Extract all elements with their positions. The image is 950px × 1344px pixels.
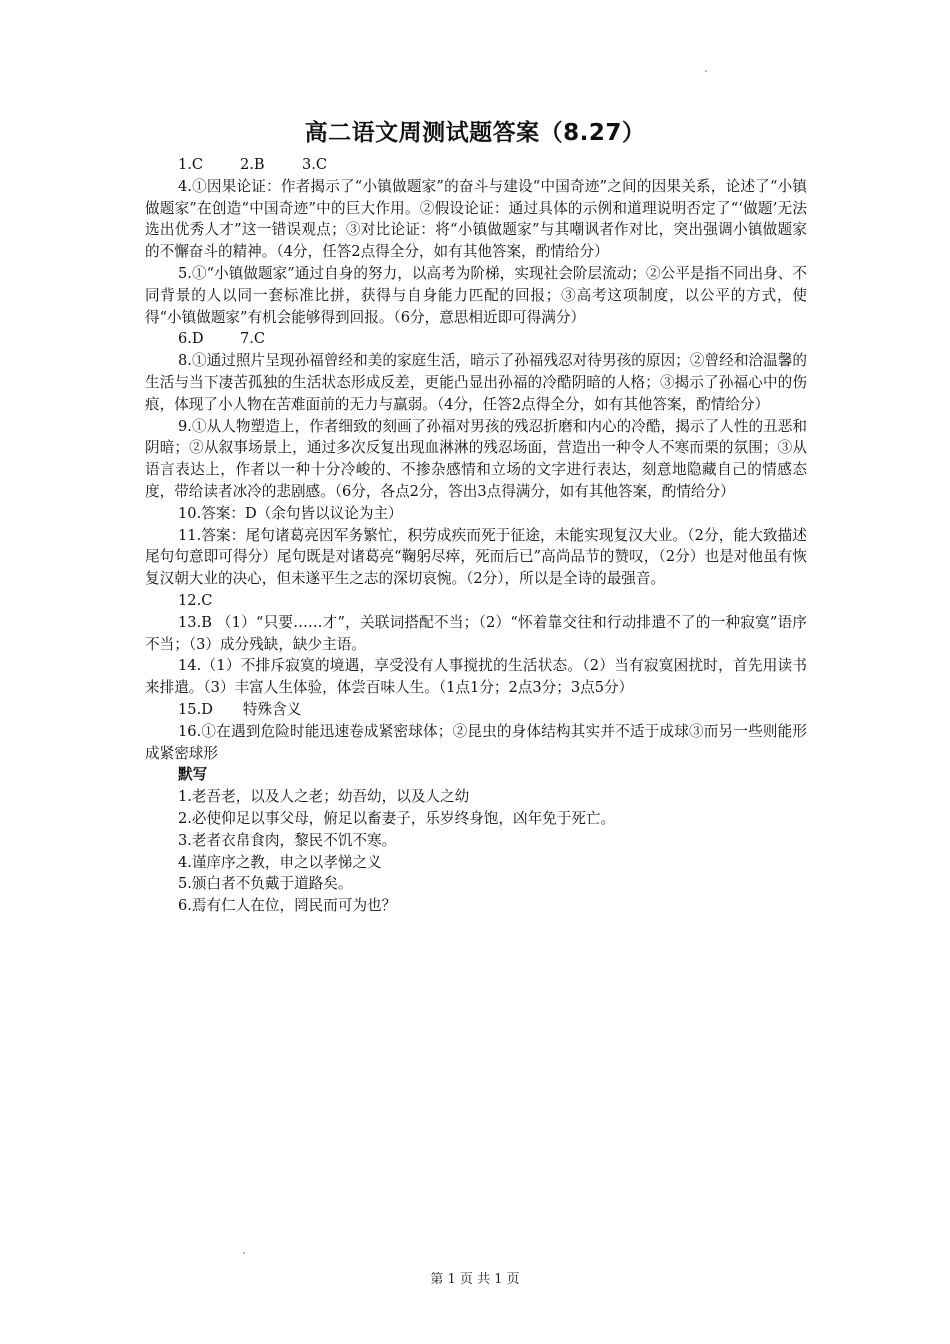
answer-15 bbox=[145, 699, 807, 721]
dictation-item: 5.颁白者不负戴于道路矣。 bbox=[178, 875, 353, 893]
dictation-item: 4.谨庠序之教，申之以孝悌之义 bbox=[178, 853, 382, 871]
answer-1: 1.C bbox=[178, 156, 204, 173]
answer-13: 13.B （1）“只要……才”，关联词搭配不当；（2）“怀着靠交往和行动排遣不了的一种寂寞”语序不当；（3）成分残缺，缺少主语。 bbox=[145, 613, 807, 653]
answer-10: 10.答案：D（余句皆以议论为主） bbox=[178, 504, 403, 522]
answer-7: 7.C bbox=[240, 330, 266, 348]
answer-content bbox=[145, 154, 807, 917]
dictation-item: 3.老者衣帛食肉，黎民不饥不寒。 bbox=[178, 831, 397, 849]
dictation-item: 6.焉有仁人在位，罔民而可为也？ bbox=[178, 897, 397, 915]
page-mark bbox=[705, 70, 707, 72]
answer-line-6-7 bbox=[145, 328, 807, 350]
dictation-heading: 默写 bbox=[178, 766, 208, 784]
page-mark bbox=[243, 1252, 245, 1254]
answer-2: 2.B bbox=[240, 156, 265, 173]
answer-4: 4.①因果论证：作者揭示了“小镇做题家”的奋斗与建设“中国奇迹”之间的因果关系，论述了“小镇做题家”在创造“中国奇迹”中的巨大作用。②假设论证：通过具体的示例和道理说明否定了“‘做题’无法选出优秀人才”这一错误观点；③对比论证：将“小镇做题家”与其嘲讽者作对比，突出强调小镇做题家的不懈奋斗的精神。（4分，任答2点得全分，如有其他答案，酌情给分） bbox=[145, 177, 807, 261]
page-title: 高二语文周测试题答案（8.27） bbox=[304, 120, 646, 146]
dictation-item: 1.老吾老，以及人之老；幼吾幼，以及人之幼 bbox=[178, 788, 470, 806]
answer-5: 5.①“小镇做题家”通过自身的努力，以高考为阶梯，实现社会阶层流动；②公平是指不同出身、不同背景的人以同一套标准比拼，获得与自身能力匹配的回报；③高考这项制度，以公平的方式，使得“小镇做题家”有机会能够得到回报。（6分，意思相近即可得满分） bbox=[145, 264, 807, 326]
answer-15-choice: 15.D bbox=[178, 700, 213, 718]
answer-6: 6.D bbox=[178, 330, 204, 348]
answer-8: 8.①通过照片呈现孙福曾经和美的家庭生活，暗示了孙福残忍对待男孩的原因；②曾经和洽温馨的生活与当下凄苦孤独的生活状态形成反差，更能凸显出孙福的冷酷阴暗的人格；③揭示了孙福心中的伤痕，体现了小人物在苦难面前的无力与羸弱。（4分，任答2点得全分，如有其他答案，酌情给分） bbox=[145, 352, 807, 413]
answer-12: 12.C bbox=[178, 591, 213, 609]
answer-16: 16.①在遇到危险时能迅速卷成紧密球体；②昆虫的身体结构其实并不适于成球③而另一些则能形成紧密球形 bbox=[145, 722, 807, 762]
answer-3: 3.C bbox=[302, 156, 328, 173]
answer-15-note: 特殊含义 bbox=[242, 700, 302, 718]
answer-9: 9.①从人物塑造上，作者细致的刻画了孙福对男孩的残忍折磨和内心的冷酷，揭示了人性的丑恶和阴暗；②从叙事场景上，通过多次反复出现血淋淋的残忍场面，营造出一种令人不寒而栗的氛围；③从语言表达上，作者以一种十分冷峻的、不掺杂感情和立场的文字进行表达，刻意地隐藏自己的情感态度，带给读者冰冷的悲剧感。（6分，各点2分，答出3点得满分，如有其他答案，酌情给分） bbox=[145, 417, 807, 500]
answer-14: 14.（1）不排斥寂寞的境遇，享受没有人事搅扰的生活状态。（2）当有寂寞困扰时，首先用读书来排遣。（3）丰富人生体验，体尝百味人生。（1点1分；2点3分；3点5分） bbox=[145, 657, 807, 697]
dictation-item: 2.必使仰足以事父母，俯足以畜妻子，乐岁终身饱，凶年免于死亡。 bbox=[178, 809, 616, 827]
answer-line-1-3 bbox=[145, 154, 807, 176]
page-footer: 第 1 页 共 1 页 bbox=[430, 1272, 520, 1287]
answer-11: 11.答案：尾句诸葛亮因军务繁忙，积劳成疾而死于征途，未能实现复汉大业。（2分，能大致描述尾句句意即可得分）尾句既是对诸葛亮“鞠躬尽瘁，死而后已”高尚品节的赞叹，（2分）也是对他虽有恢复汉朝大业的决心，但未遂平生之志的深切哀惋。（2分），所以是全诗的最强音。 bbox=[145, 526, 807, 588]
